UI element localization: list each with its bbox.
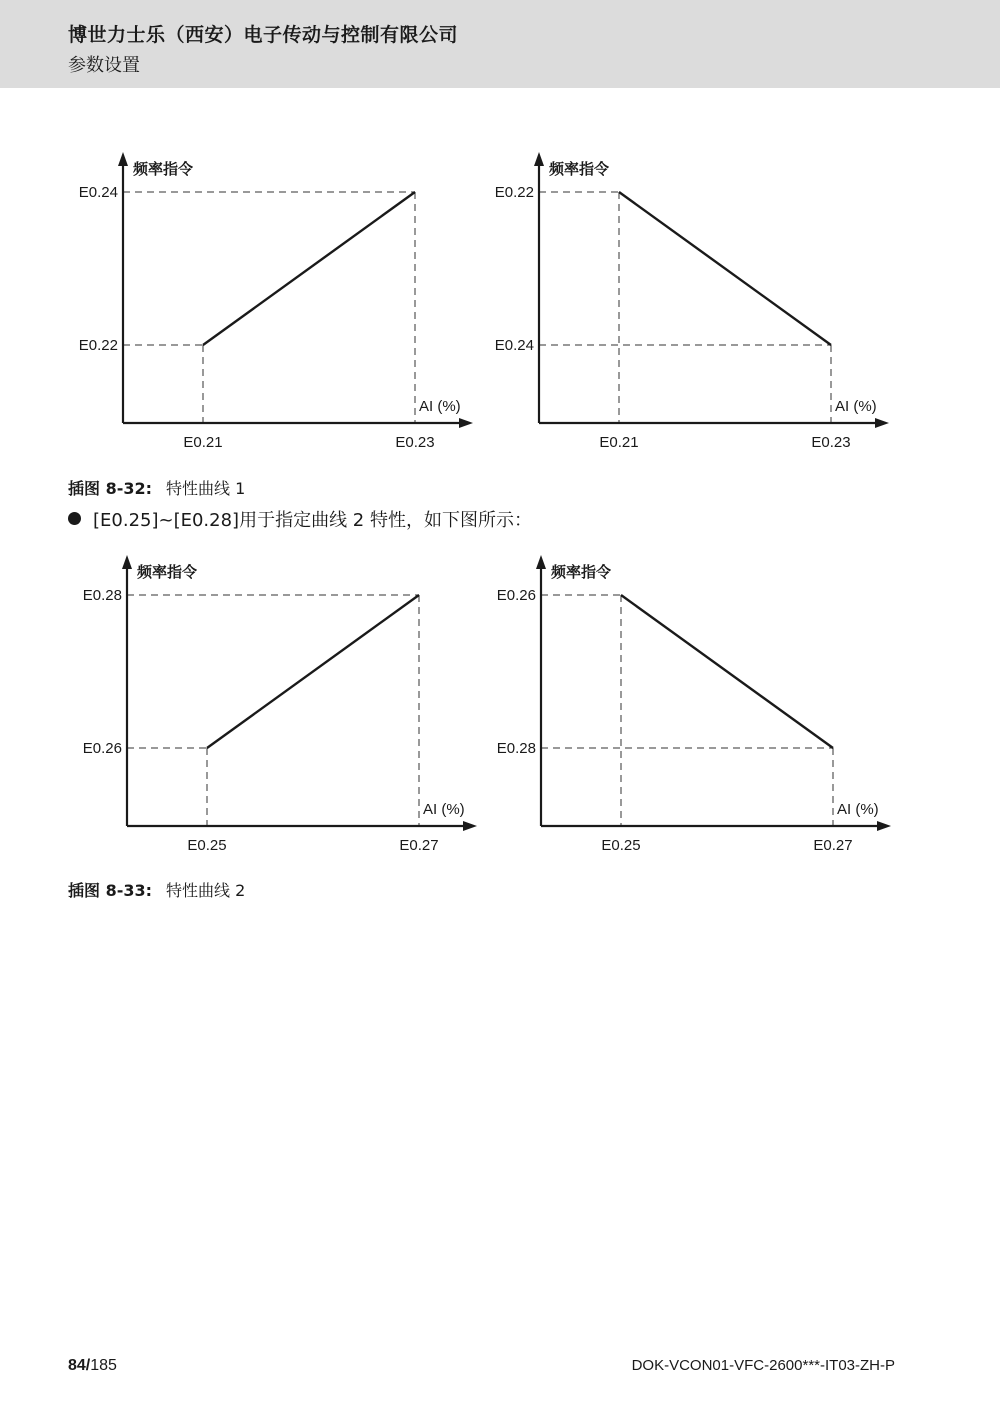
x-tick-label-right: E0.27 [813,837,853,854]
y-axis-arrow [118,152,128,166]
caption-label: 插图 8-32: [68,479,153,498]
y-axis-label: 频率指令 [551,564,612,581]
x-axis-arrow [877,821,891,831]
bullet-dot-icon [68,512,81,525]
y-tick-label-top: E0.24 [78,184,118,201]
page-number [68,1357,117,1375]
chart-curve1-rising [60,150,480,460]
caption-label: 插图 8-33: [68,881,153,900]
section-title: 参数设置 [68,55,140,76]
x-tick-label-left: E0.21 [183,434,223,451]
x-axis-arrow [459,418,473,428]
caption-text: 特性曲线 2 [166,881,246,900]
x-axis-arrow [875,418,889,428]
y-axis-arrow [534,152,544,166]
y-tick-label-bottom: E0.22 [78,337,118,354]
chart-curve2-rising [64,553,484,863]
caption-text: 特性曲线 1 [166,479,246,498]
x-axis-arrow [463,821,477,831]
y-tick-label-top: E0.28 [82,587,122,604]
chart-svg [478,553,898,863]
x-tick-label-left: E0.25 [187,837,227,854]
chart-svg [60,150,480,460]
figure-caption-8-32 [68,476,245,499]
chart-svg [64,553,484,863]
document-id: DOK-VCON01-VFC-2600***-IT03-ZH-P [631,1357,895,1374]
x-axis-label: AI (%) [423,801,465,818]
x-tick-label-right: E0.27 [399,837,439,854]
y-tick-label-bottom: E0.24 [494,337,534,354]
y-axis-label: 频率指令 [137,564,198,581]
company-name: 博世力士乐（西安）电子传动与控制有限公司 [68,24,459,46]
page-header [0,0,1000,88]
x-tick-label-left: E0.25 [601,837,641,854]
y-tick-label-bottom: E0.26 [82,740,122,757]
y-tick-label-bottom: E0.28 [496,740,536,757]
y-axis-arrow [122,555,132,569]
bullet-item [68,506,532,532]
y-axis-label: 频率指令 [549,161,610,178]
bullet-text: [E0.25]~[E0.28]用于指定曲线 2 特性，如下图所示： [93,510,532,531]
series-line [207,595,419,748]
y-axis-label: 频率指令 [133,161,194,178]
y-tick-label-top: E0.26 [496,587,536,604]
chart-svg [476,150,896,460]
figure-caption-8-33 [68,878,245,901]
x-tick-label-left: E0.21 [599,434,639,451]
x-tick-label-right: E0.23 [395,434,435,451]
series-line [203,192,415,345]
y-axis-arrow [536,555,546,569]
x-axis-label: AI (%) [419,398,461,415]
page-current: 84/ [68,1357,91,1374]
series-line [619,192,831,345]
page-total: 185 [90,1357,117,1374]
x-tick-label-right: E0.23 [811,434,851,451]
chart-curve1-falling [476,150,896,460]
chart-curve2-falling [478,553,898,863]
x-axis-label: AI (%) [837,801,879,818]
x-axis-label: AI (%) [835,398,877,415]
series-line [621,595,833,748]
y-tick-label-top: E0.22 [494,184,534,201]
